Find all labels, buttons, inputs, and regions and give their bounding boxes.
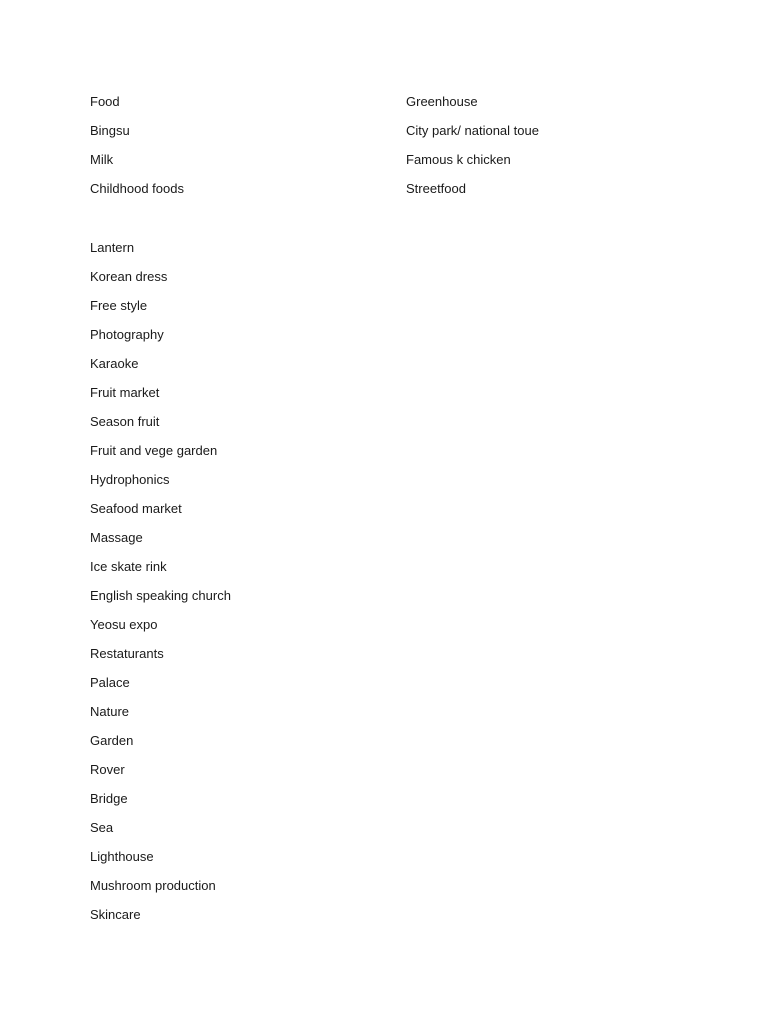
list-item: English speaking church: [90, 588, 231, 603]
list-item: Massage: [90, 530, 143, 545]
list-item: Streetfood: [406, 181, 466, 196]
list-item: Milk: [90, 152, 114, 167]
right-column-list: [406, 92, 706, 208]
list-item: Photography: [90, 327, 164, 342]
list-item: Famous k chicken: [406, 152, 511, 167]
list-item: Garden: [90, 733, 134, 748]
list-item: Bridge: [90, 791, 128, 806]
list-item: Free style: [90, 298, 148, 313]
list-item: Bingsu: [90, 123, 130, 138]
list-item: Nature: [90, 704, 130, 719]
list-item: Seafood market: [90, 501, 182, 516]
list-item: Karaoke: [90, 356, 139, 371]
paragraph-break: [90, 208, 380, 238]
list-item: City park/ national toue: [406, 123, 539, 138]
list-item: Fruit and vege garden: [90, 443, 218, 458]
list-item: Lantern: [90, 240, 135, 255]
list-item: Yeosu expo: [90, 617, 158, 632]
list-item: Skincare: [90, 907, 141, 922]
list-item: Greenhouse: [406, 94, 478, 109]
list-item: Sea: [90, 820, 114, 835]
left-column-list: [90, 92, 380, 934]
list-item: Fruit market: [90, 385, 160, 400]
list-item: Food: [90, 94, 120, 109]
list-item: Restaturants: [90, 646, 164, 661]
list-item: Childhood foods: [90, 181, 184, 196]
list-item: Hydrophonics: [90, 472, 170, 487]
list-item: Korean dress: [90, 269, 168, 284]
list-item: Ice skate rink: [90, 559, 167, 574]
list-item: Season fruit: [90, 414, 160, 429]
list-item: Lighthouse: [90, 849, 154, 864]
list-item: Mushroom production: [90, 878, 216, 893]
list-item: Palace: [90, 675, 130, 690]
list-item: Rover: [90, 762, 125, 777]
